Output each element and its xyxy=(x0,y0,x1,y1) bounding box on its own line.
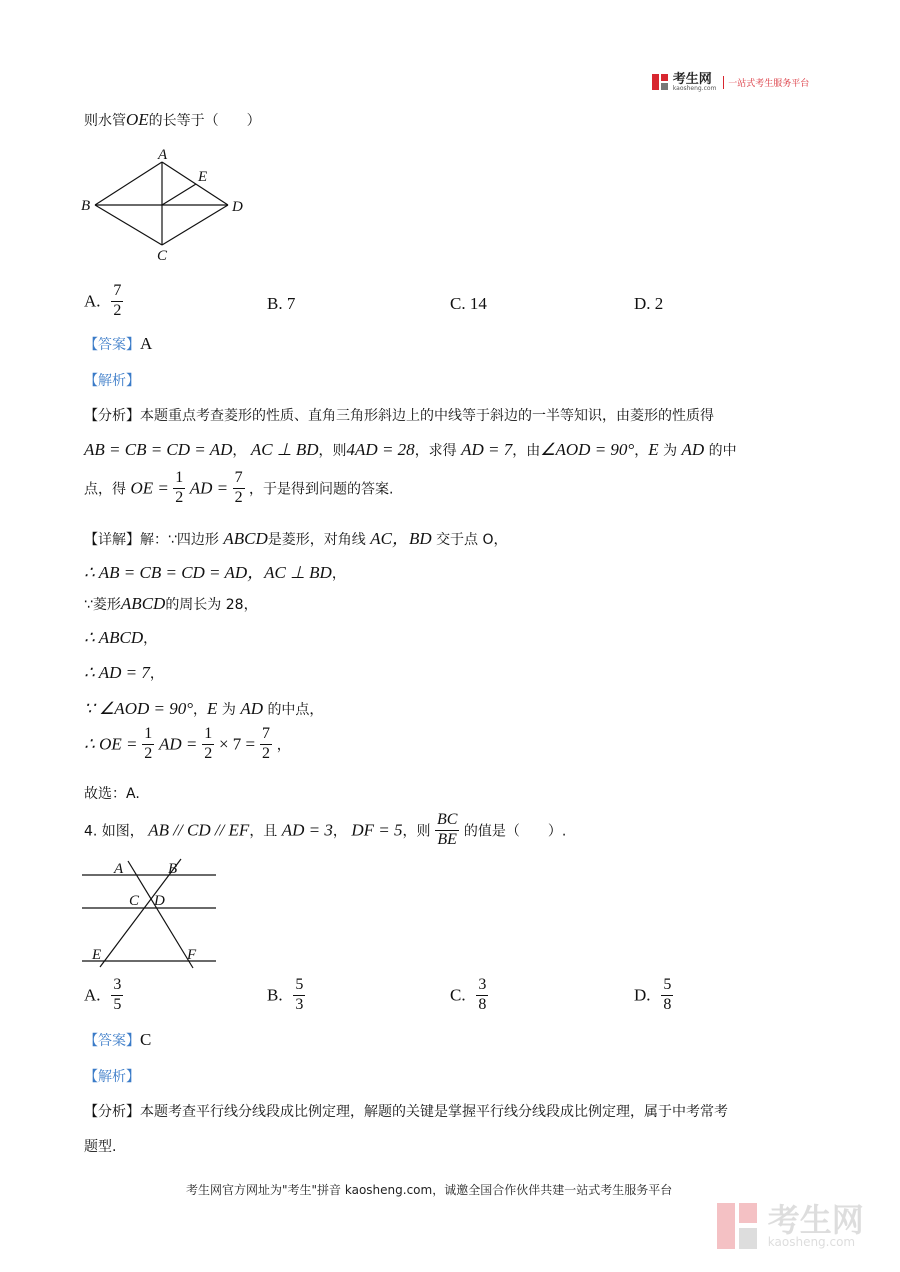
q3-stem: 则水管OE的长等于（ ） xyxy=(84,110,261,129)
watermark-name: 考生网 xyxy=(767,1201,864,1239)
q3-xiangjie: 【详解】解：∵四边形 ABCD是菱形，对角线 AC，BD 交于点 O， xyxy=(84,529,508,548)
logo-slogan: 一站式考生服务平台 xyxy=(723,76,809,89)
q4-fenxi: 【分析】本题考查平行线分线段成比例定理，解题的关键是掌握平行线分线段成比例定理，属于中考常考 xyxy=(84,1104,728,1120)
footer-text: 考生网官方网址为"考生"拼音 kaosheng.com，诚邀全国合作伙伴共建一站式考生服务平台 xyxy=(186,1183,673,1197)
q3-answer: 【答案】A xyxy=(84,334,153,353)
q4-label-A: A xyxy=(114,861,124,877)
q3-label-D: D xyxy=(232,199,243,215)
q3-label-E: E xyxy=(198,169,208,185)
q4-option-a: A. $\frac{3}{5}$ xyxy=(84,976,122,1013)
q3-rhombus-figure xyxy=(78,145,263,265)
q4-analysis-tag: 【解析】 xyxy=(84,1069,140,1085)
q3-fenxi: 【分析】本题重点考查菱形的性质、直角三角形斜边上的中线等于斜边的一半等知识，由菱形的性质得 xyxy=(84,408,714,424)
q3-step1: ∴ AB = CB = CD = AD，AC ⊥ BD， xyxy=(84,563,346,582)
logo-name: 考生网 xyxy=(672,71,712,87)
q3-step6: ∴ OE = $\frac{1}{2}$ AD = $\frac{1}{2}$ × 7 = $\frac{7}{2}$ ， xyxy=(84,725,291,762)
q3-option-a: A. $\frac{7}{2}$ xyxy=(84,282,122,319)
q4-option-b: B. $\frac{5}{3}$ xyxy=(267,976,304,1013)
q4-answer: 【答案】C xyxy=(84,1030,152,1049)
q3-step5: ∵ ∠AOD = 90°，E 为 AD 的中点， xyxy=(84,699,324,718)
q3-step3: ∴ ABCD， xyxy=(84,628,158,647)
q4-parallel-figure xyxy=(78,855,223,970)
q3-fenxi-line3: 点，得 OE = $\frac{1}{2}$ AD = $\frac{7}{2}$ ，于是得到问题的答案. xyxy=(84,469,394,506)
q3-fenxi-line2: AB = CB = CD = AD， AC ⊥ BD，则4AD = 28，求得 AD = 7，由∠AOD = 90°，E 为 AD 的中 xyxy=(84,440,737,459)
watermark-logo-icon xyxy=(717,1203,759,1249)
logo-url: kaosheng.com xyxy=(672,84,717,92)
q4-label-F: F xyxy=(187,947,197,963)
q3-label-C: C xyxy=(157,248,168,264)
q3-step4: ∴ AD = 7， xyxy=(84,663,164,682)
header-logo xyxy=(652,72,809,92)
watermark-url: kaosheng.com xyxy=(767,1235,856,1249)
q4-option-c: C. $\frac{3}{8}$ xyxy=(450,976,487,1013)
q3-label-A: A xyxy=(158,147,168,163)
q4-fenxi-line2: 题型. xyxy=(84,1139,117,1155)
q3-analysis-tag: 【解析】 xyxy=(84,373,140,389)
logo-icon xyxy=(652,74,668,90)
q4-label-B: B xyxy=(168,861,178,877)
q3-option-c: C. 14 xyxy=(450,294,487,313)
q3-step2: ∵菱形ABCD的周长为 28， xyxy=(84,594,258,613)
q3-conclusion: 故选：A. xyxy=(84,786,140,802)
watermark xyxy=(717,1203,864,1249)
q4-label-E: E xyxy=(92,947,102,963)
q4-stem: 4. 如图， AB // CD // EF，且 AD = 3， DF = 5，则 $\frac{BC}{BE}$ 的值是（ ）. xyxy=(84,811,567,848)
q4-label-C: C xyxy=(129,893,140,909)
q4-option-d: D. $\frac{5}{8}$ xyxy=(634,976,672,1013)
q3-option-d: D. 2 xyxy=(634,294,664,313)
q4-label-D: D xyxy=(154,893,165,909)
q3-option-b: B. 7 xyxy=(267,294,296,313)
q3-label-B: B xyxy=(81,198,91,214)
